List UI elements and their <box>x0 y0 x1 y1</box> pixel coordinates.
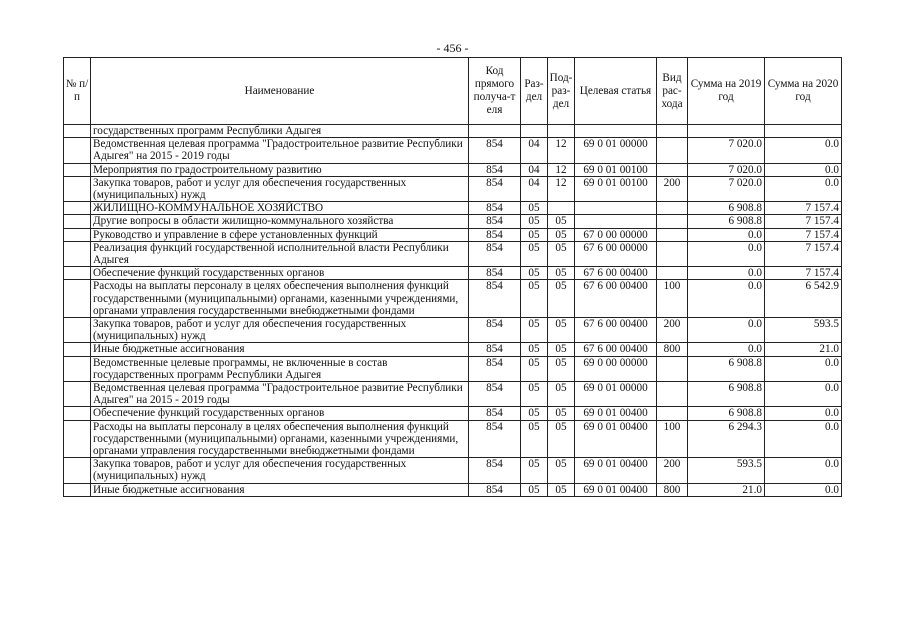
cell-sum2020: 0.0 <box>765 138 842 163</box>
table-row <box>64 163 842 176</box>
cell-exptype <box>657 356 688 381</box>
cell-exptype <box>657 163 688 176</box>
cell-name: Ведомственная целевая программа "Градостроительное развитие Республики Адыгея" на 2015 - 2019 годы <box>91 138 469 163</box>
header-name: Наименование <box>91 58 469 125</box>
cell-code: 854 <box>469 343 521 356</box>
cell-target: 69 0 01 00400 <box>575 407 657 420</box>
cell-subsection: 05 <box>548 241 575 266</box>
cell-exptype <box>657 215 688 228</box>
cell-section: 05 <box>521 382 548 407</box>
cell-code: 854 <box>469 267 521 280</box>
table-row <box>64 267 842 280</box>
cell-sum2019: 6 908.8 <box>688 407 765 420</box>
cell-sum2020: 0.0 <box>765 458 842 483</box>
cell-code: 854 <box>469 382 521 407</box>
cell-code: 854 <box>469 228 521 241</box>
cell-sum2020: 0.0 <box>765 420 842 458</box>
cell-section: 05 <box>521 280 548 318</box>
cell-name: Закупка товаров, работ и услуг для обеспечения государственных (муниципальных) нужд <box>91 458 469 483</box>
cell-section: 05 <box>521 267 548 280</box>
cell-target: 69 0 01 00100 <box>575 176 657 201</box>
cell-code <box>469 125 521 138</box>
cell-exptype <box>657 267 688 280</box>
cell-num <box>64 228 91 241</box>
cell-section: 05 <box>521 356 548 381</box>
cell-name: Закупка товаров, работ и услуг для обеспечения государственных (муниципальных) нужд <box>91 318 469 343</box>
cell-sum2019: 0.0 <box>688 280 765 318</box>
cell-subsection: 12 <box>548 176 575 201</box>
cell-sum2019: 0.0 <box>688 318 765 343</box>
cell-target: 67 6 00 00000 <box>575 241 657 266</box>
cell-code: 854 <box>469 420 521 458</box>
cell-subsection: 05 <box>548 343 575 356</box>
cell-subsection: 05 <box>548 458 575 483</box>
cell-name: Расходы на выплаты персоналу в целях обеспечения выполнения функций государственными (муниципальными) органами, казенными учреждениями, органами управления государственными внебюджетными фондами <box>91 280 469 318</box>
cell-sum2019: 0.0 <box>688 267 765 280</box>
cell-code: 854 <box>469 318 521 343</box>
cell-exptype: 100 <box>657 420 688 458</box>
cell-sum2020: 7 157.4 <box>765 228 842 241</box>
cell-num <box>64 483 91 496</box>
cell-num <box>64 280 91 318</box>
cell-name: Расходы на выплаты персоналу в целях обеспечения выполнения функций государственными (муниципальными) органами, казенными учреждениями, органами управления государственными внебюджетными фондами <box>91 420 469 458</box>
table-row <box>64 228 842 241</box>
cell-sum2019: 7 020.0 <box>688 176 765 201</box>
cell-sum2020: 0.0 <box>765 382 842 407</box>
cell-subsection <box>548 202 575 215</box>
cell-exptype: 800 <box>657 343 688 356</box>
cell-code: 854 <box>469 458 521 483</box>
cell-target: 69 0 01 00000 <box>575 382 657 407</box>
table-row <box>64 176 842 201</box>
header-exptype: Вид рас- хода <box>657 58 688 125</box>
cell-target <box>575 125 657 138</box>
cell-name: ЖИЛИЩНО-КОММУНАЛЬНОЕ ХОЗЯЙСТВО <box>91 202 469 215</box>
table-body <box>64 125 842 497</box>
cell-exptype: 200 <box>657 318 688 343</box>
table-row <box>64 407 842 420</box>
cell-num <box>64 163 91 176</box>
cell-name: Ведомственные целевые программы, не включенные в состав государственных программ Республики Адыгея <box>91 356 469 381</box>
cell-code: 854 <box>469 215 521 228</box>
cell-section: 05 <box>521 202 548 215</box>
cell-subsection <box>548 125 575 138</box>
cell-target: 69 0 01 00100 <box>575 163 657 176</box>
cell-target: 69 0 01 00400 <box>575 420 657 458</box>
cell-subsection: 12 <box>548 163 575 176</box>
cell-sum2019: 6 908.8 <box>688 356 765 381</box>
table-row <box>64 215 842 228</box>
cell-subsection: 05 <box>548 215 575 228</box>
cell-num <box>64 125 91 138</box>
cell-sum2019: 593.5 <box>688 458 765 483</box>
cell-sum2020: 7 157.4 <box>765 215 842 228</box>
cell-section: 05 <box>521 318 548 343</box>
cell-section: 04 <box>521 163 548 176</box>
cell-name: Другие вопросы в области жилищно-коммунального хозяйства <box>91 215 469 228</box>
cell-section: 05 <box>521 241 548 266</box>
header-num: № п/п <box>64 58 91 125</box>
table-row <box>64 138 842 163</box>
cell-subsection: 05 <box>548 420 575 458</box>
cell-sum2020: 7 157.4 <box>765 241 842 266</box>
cell-section: 05 <box>521 420 548 458</box>
budget-table <box>63 57 842 497</box>
cell-num <box>64 318 91 343</box>
cell-target: 69 0 01 00000 <box>575 138 657 163</box>
cell-subsection: 05 <box>548 356 575 381</box>
cell-sum2020: 7 157.4 <box>765 267 842 280</box>
cell-name: Руководство и управление в сфере установленных функций <box>91 228 469 241</box>
table-row <box>64 343 842 356</box>
table-row <box>64 280 842 318</box>
cell-sum2019: 7 020.0 <box>688 163 765 176</box>
cell-section: 05 <box>521 343 548 356</box>
cell-target: 69 0 01 00400 <box>575 483 657 496</box>
cell-sum2019 <box>688 125 765 138</box>
cell-code: 854 <box>469 407 521 420</box>
cell-exptype <box>657 125 688 138</box>
cell-sum2020: 7 157.4 <box>765 202 842 215</box>
cell-sum2020: 593.5 <box>765 318 842 343</box>
cell-exptype <box>657 241 688 266</box>
cell-exptype <box>657 382 688 407</box>
cell-section: 05 <box>521 215 548 228</box>
cell-sum2020: 0.0 <box>765 407 842 420</box>
cell-subsection: 05 <box>548 228 575 241</box>
page-number: - 456 - <box>436 41 469 55</box>
table-row <box>64 202 842 215</box>
table-row <box>64 483 842 496</box>
cell-target: 67 0 00 00000 <box>575 228 657 241</box>
cell-num <box>64 420 91 458</box>
cell-sum2020: 0.0 <box>765 356 842 381</box>
cell-target: 67 6 00 00400 <box>575 267 657 280</box>
header-code: Код прямого получа-т еля <box>469 58 521 125</box>
cell-name: Реализация функций государственной исполнительной власти Республики Адыгея <box>91 241 469 266</box>
header-sum2019: Сумма на 2019 год <box>688 58 765 125</box>
cell-sum2019: 6 908.8 <box>688 202 765 215</box>
cell-num <box>64 138 91 163</box>
cell-sum2019: 0.0 <box>688 241 765 266</box>
cell-num <box>64 343 91 356</box>
cell-subsection: 12 <box>548 138 575 163</box>
cell-target: 67 6 00 00400 <box>575 280 657 318</box>
cell-sum2019: 6 908.8 <box>688 382 765 407</box>
cell-subsection: 05 <box>548 280 575 318</box>
table-row <box>64 356 842 381</box>
cell-code: 854 <box>469 176 521 201</box>
cell-num <box>64 202 91 215</box>
cell-subsection: 05 <box>548 483 575 496</box>
cell-subsection: 05 <box>548 318 575 343</box>
cell-num <box>64 356 91 381</box>
cell-name: Обеспечение функций государственных органов <box>91 407 469 420</box>
cell-code: 854 <box>469 241 521 266</box>
cell-code: 854 <box>469 138 521 163</box>
cell-section <box>521 125 548 138</box>
cell-subsection: 05 <box>548 407 575 420</box>
cell-exptype <box>657 407 688 420</box>
cell-section: 05 <box>521 228 548 241</box>
cell-name: Ведомственная целевая программа "Градостроительное развитие Республики Адыгея" на 2015 - 2019 годы <box>91 382 469 407</box>
cell-sum2020: 0.0 <box>765 163 842 176</box>
header-target: Целевая статья <box>575 58 657 125</box>
cell-num <box>64 407 91 420</box>
table-row <box>64 382 842 407</box>
table-row <box>64 458 842 483</box>
header-sum2020: Сумма на 2020 год <box>765 58 842 125</box>
cell-sum2019: 7 020.0 <box>688 138 765 163</box>
cell-exptype <box>657 202 688 215</box>
cell-target: 69 0 00 00000 <box>575 356 657 381</box>
cell-num <box>64 267 91 280</box>
cell-section: 04 <box>521 176 548 201</box>
cell-num <box>64 458 91 483</box>
cell-num <box>64 215 91 228</box>
cell-code: 854 <box>469 202 521 215</box>
cell-code: 854 <box>469 356 521 381</box>
cell-num <box>64 241 91 266</box>
cell-sum2019: 0.0 <box>688 343 765 356</box>
table-row <box>64 420 842 458</box>
cell-section: 05 <box>521 407 548 420</box>
cell-code: 854 <box>469 280 521 318</box>
cell-exptype: 100 <box>657 280 688 318</box>
cell-sum2020: 0.0 <box>765 483 842 496</box>
table-header-row <box>64 58 842 125</box>
cell-name: Мероприятия по градостроительному развитию <box>91 163 469 176</box>
cell-exptype: 800 <box>657 483 688 496</box>
cell-subsection: 05 <box>548 382 575 407</box>
cell-section: 04 <box>521 138 548 163</box>
table-row <box>64 125 842 138</box>
cell-exptype <box>657 228 688 241</box>
cell-name: государственных программ Республики Адыгея <box>91 125 469 138</box>
cell-code: 854 <box>469 163 521 176</box>
cell-sum2020 <box>765 125 842 138</box>
cell-exptype: 200 <box>657 176 688 201</box>
cell-target: 67 6 00 00400 <box>575 318 657 343</box>
cell-subsection: 05 <box>548 267 575 280</box>
cell-sum2019: 6 908.8 <box>688 215 765 228</box>
header-section: Раз- дел <box>521 58 548 125</box>
cell-sum2020: 21.0 <box>765 343 842 356</box>
cell-code: 854 <box>469 483 521 496</box>
table-row <box>64 318 842 343</box>
cell-exptype <box>657 138 688 163</box>
cell-target: 69 0 01 00400 <box>575 458 657 483</box>
cell-name: Иные бюджетные ассигнования <box>91 343 469 356</box>
cell-name: Обеспечение функций государственных органов <box>91 267 469 280</box>
cell-target: 67 6 00 00400 <box>575 343 657 356</box>
cell-target <box>575 215 657 228</box>
cell-sum2020: 6 542.9 <box>765 280 842 318</box>
cell-sum2019: 0.0 <box>688 228 765 241</box>
cell-sum2019: 21.0 <box>688 483 765 496</box>
table-row <box>64 241 842 266</box>
cell-section: 05 <box>521 458 548 483</box>
cell-sum2020: 0.0 <box>765 176 842 201</box>
cell-target <box>575 202 657 215</box>
cell-exptype: 200 <box>657 458 688 483</box>
header-subsection: Под- раз- дел <box>548 58 575 125</box>
cell-name: Закупка товаров, работ и услуг для обеспечения государственных (муниципальных) нужд <box>91 176 469 201</box>
cell-name: Иные бюджетные ассигнования <box>91 483 469 496</box>
cell-num <box>64 176 91 201</box>
cell-section: 05 <box>521 483 548 496</box>
cell-num <box>64 382 91 407</box>
cell-sum2019: 6 294.3 <box>688 420 765 458</box>
